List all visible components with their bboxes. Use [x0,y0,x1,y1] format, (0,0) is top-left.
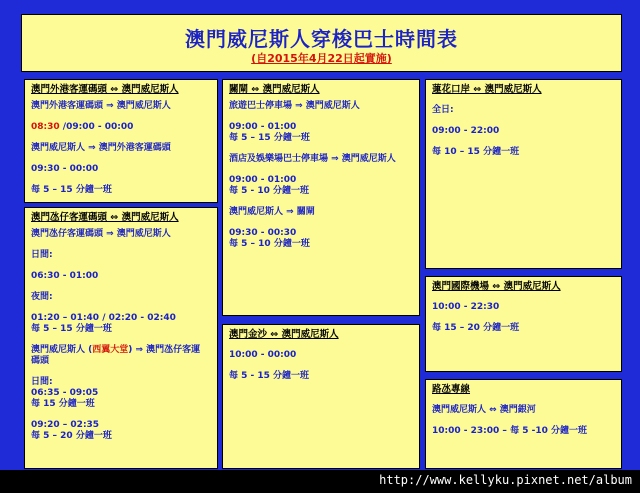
schedule-time: 06:30 - 01:00 [31,271,99,281]
route-direction: 澳門威尼斯人 ⇒ 關閘 [229,207,315,217]
route-direction-part: 澳門威尼斯人 ( [31,345,93,355]
frequency: 每 5 – 15 分鐘一班 [31,185,112,195]
frequency: 每 5 - 15 分鐘一班 [229,371,310,381]
period-label: 全日: [432,105,454,115]
route-direction-part: ) ⇒ 澳門氹仔客運 [128,345,201,355]
schedule-time [31,122,217,133]
schedule-time: 10:00 - 23:00 – 每 5 -10 分鐘一班 [432,426,587,436]
period-label: 夜間: [31,292,53,302]
frequency: 每 5 – 10 分鐘一班 [229,239,310,249]
schedule-time: 09:00 - 01:00 [229,122,297,132]
period-label: 日間: [31,250,53,260]
route-panel-outer-harbour [24,79,218,203]
frequency: 每 5 – 15 分鐘一班 [31,324,112,334]
route-direction-cont: 碼頭 [31,356,50,366]
route-header: 澳門金沙 ⇔ 澳門威尼斯人 [229,329,339,340]
title-panel [21,14,622,72]
route-header: 路氹專線 [432,384,471,395]
route-header: 蓮花口岸 ⇔ 澳門威尼斯人 [432,84,542,95]
route-header: 澳門氹仔客運碼頭 ⇔ 澳門威尼斯人 [31,212,179,223]
route-direction: 澳門氹仔客運碼頭 ⇒ 澳門威尼斯人 [31,229,171,239]
schedule-time: 01:20 – 01:40 / 02:20 - 02:40 [31,313,176,323]
route-direction: 澳門外港客運碼頭 ⇒ 澳門威尼斯人 [31,101,171,111]
route-panel-border-gate [222,79,420,316]
highlight-lobby: 西翼大堂 [92,345,129,355]
route-panel-sands [222,324,420,469]
route-panel-lotus-bridge [425,79,622,269]
schedule-time: 09:20 – 02:35 [31,420,100,430]
frequency: 每 5 - 10 分鐘一班 [229,186,310,196]
route-direction: 澳門威尼斯人 ⇔ 澳門銀河 [432,405,536,415]
route-direction: 酒店及娛樂場巴士停車場 ⇒ 澳門威尼斯人 [229,154,396,164]
schedule-time: 06:35 - 09:05 [31,388,99,398]
effective-date: (自2015年4月22日起實施) [251,52,392,65]
schedule-time: 10:00 - 22:30 [432,302,500,312]
schedule-time-rest: /09:00 - 00:00 [59,122,134,132]
schedule-time: 09:30 - 00:30 [229,228,297,238]
highlight-time: 08:30 [31,122,60,132]
schedule-time: 09:30 - 00:00 [31,164,99,174]
frequency: 每 15 分鐘一班 [31,399,95,409]
page-title: 澳門威尼斯人穿梭巴士時間表 [185,27,458,51]
frequency: 每 5 – 20 分鐘一班 [31,431,112,441]
route-direction: 旅遊巴士停車場 ⇒ 澳門威尼斯人 [229,101,360,111]
frequency: 每 10 – 15 分鐘一班 [432,147,520,157]
period-label: 日間: [31,377,53,387]
schedule-time: 09:00 - 01:00 [229,175,297,185]
route-direction [31,345,217,356]
schedule-time: 09:00 - 22:00 [432,126,500,136]
route-panel-cotai-line [425,379,622,469]
footer-bar [0,470,640,493]
route-panel-taipa-ferry [24,207,218,469]
route-header: 關閘 ⇔ 澳門威尼斯人 [229,84,320,95]
schedule-time: 10:00 - 00:00 [229,350,297,360]
route-header: 澳門外港客運碼頭 ⇔ 澳門威尼斯人 [31,84,179,95]
frequency: 每 5 – 15 分鐘一班 [229,133,310,143]
watermark-url: http://www.kellyku.pixnet.net/album [379,473,632,487]
route-direction: 澳門威尼斯人 ⇒ 澳門外港客運碼頭 [31,143,171,153]
route-panel-airport [425,276,622,372]
route-header: 澳門國際機場 ⇔ 澳門威尼斯人 [432,281,561,292]
frequency: 每 15 – 20 分鐘一班 [432,323,520,333]
